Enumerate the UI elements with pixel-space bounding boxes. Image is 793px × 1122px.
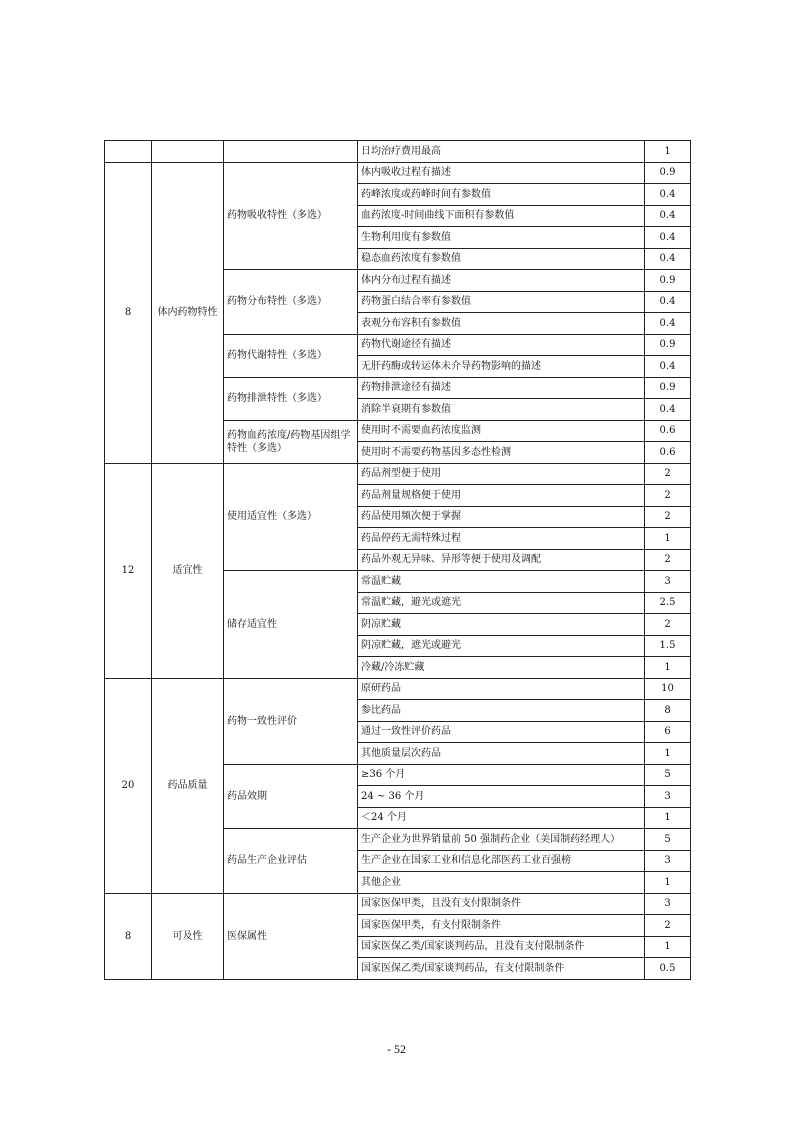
points-cell: 6 xyxy=(645,721,691,743)
dimension-cell: 药品质量 xyxy=(152,678,224,893)
criterion-cell: 消除半衰期有参数值 xyxy=(358,399,645,421)
criterion-cell: ≥36 个月 xyxy=(358,764,645,786)
dimension-cell: 体内药物特性 xyxy=(152,162,224,463)
points-cell: 0.5 xyxy=(645,958,691,980)
indicator-cell: 药物代谢特性（多选） xyxy=(224,334,358,377)
criterion-cell: 国家医保甲类，有支付限制条件 xyxy=(358,915,645,937)
criterion-cell: 使用时不需要血药浓度监测 xyxy=(358,420,645,442)
weight-score-cell: 12 xyxy=(105,463,152,678)
points-cell: 3 xyxy=(645,786,691,808)
criterion-cell: 其他企业 xyxy=(358,872,645,894)
points-cell: 0.4 xyxy=(645,227,691,249)
points-cell: 0.4 xyxy=(645,313,691,335)
criterion-cell: 生产企业为世界销量前 50 强制药企业（美国制药经理人） xyxy=(358,829,645,851)
criterion-cell: ＜24 个月 xyxy=(358,807,645,829)
indicator-cell: 药品生产企业评估 xyxy=(224,829,358,894)
points-cell: 5 xyxy=(645,764,691,786)
criterion-cell: 国家医保乙类/国家谈判药品，有支付限制条件 xyxy=(358,958,645,980)
table-row xyxy=(105,463,691,485)
points-cell: 1 xyxy=(645,743,691,765)
points-cell: 0.9 xyxy=(645,162,691,184)
table-row xyxy=(105,162,691,184)
points-cell: 2 xyxy=(645,614,691,636)
points-cell: 0.6 xyxy=(645,420,691,442)
table-row xyxy=(105,678,691,700)
points-cell: 2 xyxy=(645,463,691,485)
weight-score-cell: 8 xyxy=(105,162,152,463)
points-cell: 8 xyxy=(645,700,691,722)
points-cell: 0.4 xyxy=(645,184,691,206)
indicator-cell: 医保属性 xyxy=(224,893,358,979)
criterion-cell: 药品剂量规格便于使用 xyxy=(358,485,645,507)
criterion-cell: 原研药品 xyxy=(358,678,645,700)
indicator-cell: 药品效期 xyxy=(224,764,358,829)
weight-score-cell xyxy=(105,141,152,163)
criterion-cell: 药品使用频次便于掌握 xyxy=(358,506,645,528)
criterion-cell: 药品停药无需特殊过程 xyxy=(358,528,645,550)
criterion-cell: 药品外观无异味、异形等便于使用及调配 xyxy=(358,549,645,571)
points-cell: 2 xyxy=(645,506,691,528)
criterion-cell: 日均治疗费用最高 xyxy=(358,141,645,163)
points-cell: 5 xyxy=(645,829,691,851)
criterion-cell: 药物代谢途径有描述 xyxy=(358,334,645,356)
weight-score-cell: 20 xyxy=(105,678,152,893)
points-cell: 0.9 xyxy=(645,334,691,356)
points-cell: 0.4 xyxy=(645,291,691,313)
scoring-table xyxy=(104,140,691,980)
table-row xyxy=(105,141,691,163)
points-cell: 1 xyxy=(645,872,691,894)
criterion-cell: 常温贮藏 xyxy=(358,571,645,593)
indicator-cell: 使用适宜性（多选） xyxy=(224,463,358,571)
points-cell: 1 xyxy=(645,936,691,958)
criterion-cell: 药峰浓度或药峰时间有参数值 xyxy=(358,184,645,206)
weight-score-cell: 8 xyxy=(105,893,152,979)
dimension-cell: 可及性 xyxy=(152,893,224,979)
page-number: - 52 xyxy=(387,1042,406,1056)
points-cell: 1 xyxy=(645,528,691,550)
criterion-cell: 体内吸收过程有描述 xyxy=(358,162,645,184)
points-cell: 0.4 xyxy=(645,205,691,227)
points-cell: 0.4 xyxy=(645,399,691,421)
points-cell: 0.4 xyxy=(645,356,691,378)
points-cell: 1 xyxy=(645,141,691,163)
dimension-cell: 适宜性 xyxy=(152,463,224,678)
criterion-cell: 无肝药酶或转运体未介导药物影响的描述 xyxy=(358,356,645,378)
points-cell: 3 xyxy=(645,571,691,593)
criterion-cell: 常温贮藏，避光或遮光 xyxy=(358,592,645,614)
indicator-cell: 药物吸收特性（多选） xyxy=(224,162,358,270)
points-cell: 0.9 xyxy=(645,270,691,292)
points-cell: 1 xyxy=(645,657,691,679)
points-cell: 0.4 xyxy=(645,248,691,270)
criterion-cell: 生产企业在国家工业和信息化部医药工业百强榜 xyxy=(358,850,645,872)
criterion-cell: 药物排泄途径有描述 xyxy=(358,377,645,399)
criterion-cell: 国家医保甲类，且没有支付限制条件 xyxy=(358,893,645,915)
points-cell: 10 xyxy=(645,678,691,700)
criterion-cell: 阴凉贮藏，遮光或避光 xyxy=(358,635,645,657)
criterion-cell: 通过一致性评价药品 xyxy=(358,721,645,743)
indicator-cell: 储存适宜性 xyxy=(224,571,358,679)
indicator-cell: 药物分布特性（多选） xyxy=(224,270,358,335)
criterion-cell: 其他质量层次药品 xyxy=(358,743,645,765)
criterion-cell: 药品剂型便于使用 xyxy=(358,463,645,485)
criterion-cell: 体内分布过程有描述 xyxy=(358,270,645,292)
points-cell: 1 xyxy=(645,807,691,829)
points-cell: 2 xyxy=(645,549,691,571)
criterion-cell: 表观分布容积有参数值 xyxy=(358,313,645,335)
points-cell: 3 xyxy=(645,850,691,872)
criterion-cell: 血药浓度-时间曲线下面积有参数值 xyxy=(358,205,645,227)
points-cell: 2.5 xyxy=(645,592,691,614)
scoring-table-body xyxy=(105,141,691,980)
criterion-cell: 参比药品 xyxy=(358,700,645,722)
indicator-cell: 药物一致性评价 xyxy=(224,678,358,764)
indicator-cell xyxy=(224,141,358,163)
points-cell: 0.9 xyxy=(645,377,691,399)
criterion-cell: 24 ~ 36 个月 xyxy=(358,786,645,808)
indicator-cell: 药物排泄特性（多选） xyxy=(224,377,358,420)
criterion-cell: 稳态血药浓度有参数值 xyxy=(358,248,645,270)
points-cell: 0.6 xyxy=(645,442,691,464)
dimension-cell xyxy=(152,141,224,163)
criterion-cell: 使用时不需要药物基因多态性检测 xyxy=(358,442,645,464)
criterion-cell: 阴凉贮藏 xyxy=(358,614,645,636)
criterion-cell: 生物利用度有参数值 xyxy=(358,227,645,249)
criterion-cell: 国家医保乙类/国家谈判药品，且没有支付限制条件 xyxy=(358,936,645,958)
criterion-cell: 药物蛋白结合率有参数值 xyxy=(358,291,645,313)
points-cell: 2 xyxy=(645,915,691,937)
points-cell: 3 xyxy=(645,893,691,915)
criterion-cell: 冷藏/冷冻贮藏 xyxy=(358,657,645,679)
table-row xyxy=(105,893,691,915)
points-cell: 1.5 xyxy=(645,635,691,657)
points-cell: 2 xyxy=(645,485,691,507)
indicator-cell: 药物血药浓度/药物基因组学特性（多选） xyxy=(224,420,358,463)
